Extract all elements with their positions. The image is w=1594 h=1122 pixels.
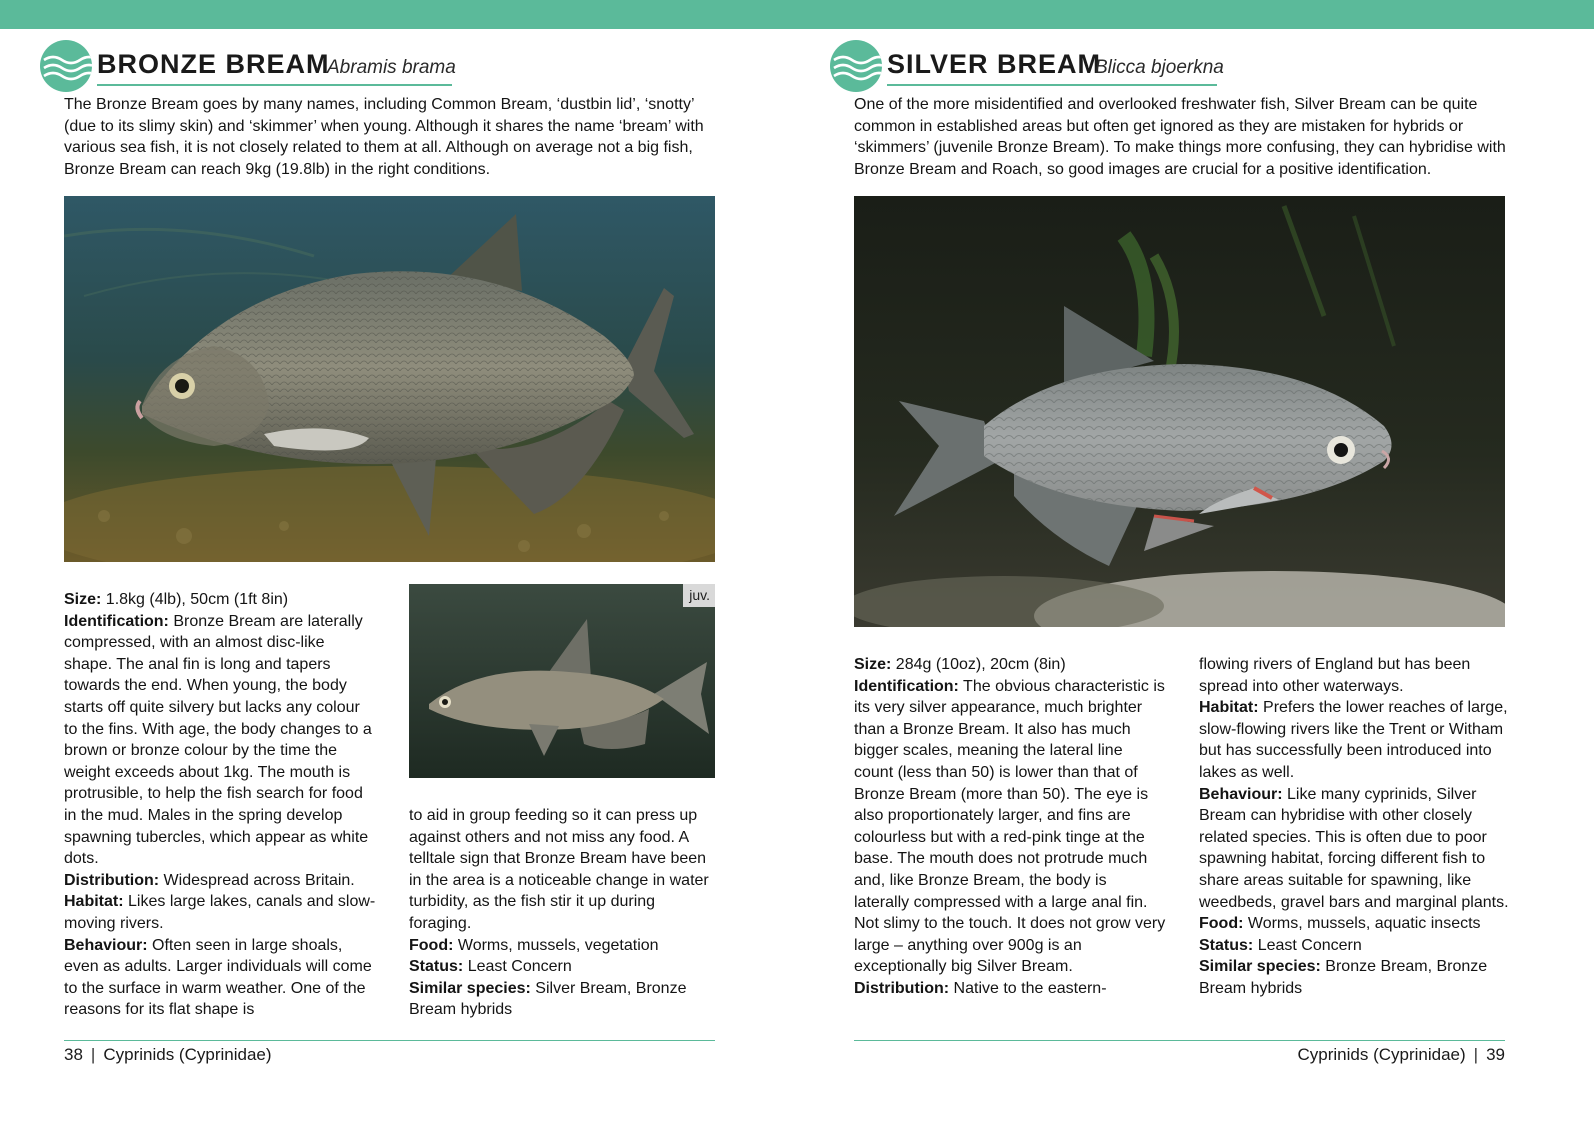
right-text-column-1 bbox=[854, 654, 1166, 1000]
heading-underline bbox=[887, 84, 1217, 86]
silver-bream-photo bbox=[854, 196, 1505, 627]
intro-paragraph: One of the more misidentified and overlooked freshwater fish, Silver Bream can be quite common in established areas but often get ignored as they are mistaken for hybrids or ‘skimmers’ (juvenile Bronze Bream). To make things more confusing, they can hybridise with Bronze Bream and Roach, so good images are crucial for a positive identification. bbox=[854, 96, 1506, 179]
size-entry: Size: 1.8kg (4lb), 50cm (1ft 8in) bbox=[64, 591, 289, 608]
water-waves-icon bbox=[830, 40, 882, 92]
behaviour-entry: Behaviour: Like many cyprinids, Silver Bream can hybridise with other closely related species. This is often due to poor spawning habitat, forcing different fish to share areas suitable for spawning, like weedbeds, gravel bars and marginal plants. bbox=[1199, 785, 1509, 911]
identification-entry: Identification: Bronze Bream are laterally compressed, with an almost disc-like shape. The anal fin is long and tapers towards the end. When young, the body starts off quite silvery but lacks any colour to the fins. With age, the body changes to a brown or bronze colour by the time the weight exceeds about 1kg. The mouth is protrusible, to help the fish search for food in the mud. Males in the spring develop spawning tubercles, which appear as white dots. bbox=[64, 612, 372, 868]
distribution-continued: flowing rivers of England but has been spread into other waterways. bbox=[1199, 656, 1471, 695]
species-title: SILVER BREAM bbox=[887, 49, 1102, 79]
food-entry: Food: Worms, mussels, vegetation bbox=[409, 936, 659, 954]
page-number: 38 bbox=[64, 1045, 83, 1064]
behaviour-entry: Behaviour: Often seen in large shoals, even as adults. Larger individuals will come to the surface in warm weather. One of the reasons for its flat shape is bbox=[64, 936, 372, 1019]
page-footer: 38 | Cyprinids (Cyprinidae) bbox=[64, 1045, 272, 1064]
habitat-entry: Habitat: Likes large lakes, canals and slow-moving rivers. bbox=[64, 893, 376, 932]
species-title: BRONZE BREAM bbox=[97, 49, 330, 79]
footer-rule bbox=[64, 1040, 715, 1041]
distribution-entry: Distribution: Native to the eastern- bbox=[854, 979, 1107, 997]
juvenile-tag: juv. bbox=[683, 584, 715, 607]
left-text-column-1 bbox=[64, 589, 376, 1021]
heading-underline bbox=[97, 84, 452, 86]
bronze-bream-photo bbox=[64, 196, 715, 562]
food-entry: Food: Worms, mussels, aquatic insects bbox=[1199, 915, 1481, 933]
section-name: Cyprinids (Cyprinidae) bbox=[1297, 1045, 1466, 1064]
similar-species-entry: Similar species: Silver Bream, Bronze Bream hybrids bbox=[409, 979, 687, 1019]
intro-paragraph: The Bronze Bream goes by many names, including Common Bream, ‘dustbin lid’, ‘snotty’ (due to its slimy skin) and ‘skimmer’ when young. Although it shares the name ‘bream’ with various sea fish, it is not closely related to them at all. Although on average not a big fish, Bronze Bream can reach 9kg (19.8lb) in the right conditions. bbox=[64, 96, 704, 179]
silver-bream-heading bbox=[830, 40, 1230, 92]
identification-entry: Identification: The obvious characteristic is its very silver appearance, much brighter than a Bronze Bream. It also has much bigger scales, meaning the lateral line count (less than 50) is lower than that of Bronze Bream (more than 50). The eye is also proportionately larger, and fins are colourless but with a red-pink tinge at the base. The mouth does not protrude much and, like Bronze Bream, the body is laterally compressed with a large anal fin. Not slimy to the touch. It does not grow very large – anything over 900g is an exceptionally big Silver Bream. bbox=[854, 677, 1166, 976]
habitat-entry: Habitat: Prefers the lower reaches of large, slow-flowing rivers like the Trent or Witham but has successfully been introduced into lakes as well. bbox=[1199, 699, 1508, 781]
page-number: 39 bbox=[1486, 1045, 1505, 1064]
latin-name: Abramis brama bbox=[327, 57, 456, 78]
section-name: Cyprinids (Cyprinidae) bbox=[103, 1045, 272, 1064]
right-text-column-2 bbox=[1199, 654, 1509, 1000]
bronze-bream-heading bbox=[40, 40, 460, 92]
behaviour-continued: to aid in group feeding so it can press up against others and not miss any food. A telltale sign that Bronze Bream have been in the area is a noticeable change in water turbidity, as the fish stir it up during foraging. bbox=[409, 807, 709, 932]
footer-rule bbox=[854, 1040, 1505, 1041]
status-entry: Status: Least Concern bbox=[409, 958, 572, 976]
status-entry: Status: Least Concern bbox=[1199, 936, 1362, 954]
size-entry: Size: 284g (10oz), 20cm (8in) bbox=[854, 656, 1066, 673]
juvenile-bronze-bream-photo bbox=[409, 584, 715, 778]
water-waves-icon bbox=[40, 40, 92, 92]
distribution-entry: Distribution: Widespread across Britain. bbox=[64, 871, 355, 889]
right-page bbox=[790, 0, 1594, 1122]
left-text-column-2 bbox=[409, 805, 715, 1021]
latin-name: Blicca bjoerkna bbox=[1095, 57, 1224, 78]
similar-species-entry: Similar species: Bronze Bream, Bronze Bream hybrids bbox=[1199, 958, 1488, 997]
page-footer: Cyprinids (Cyprinidae) | 39 bbox=[1297, 1045, 1505, 1064]
